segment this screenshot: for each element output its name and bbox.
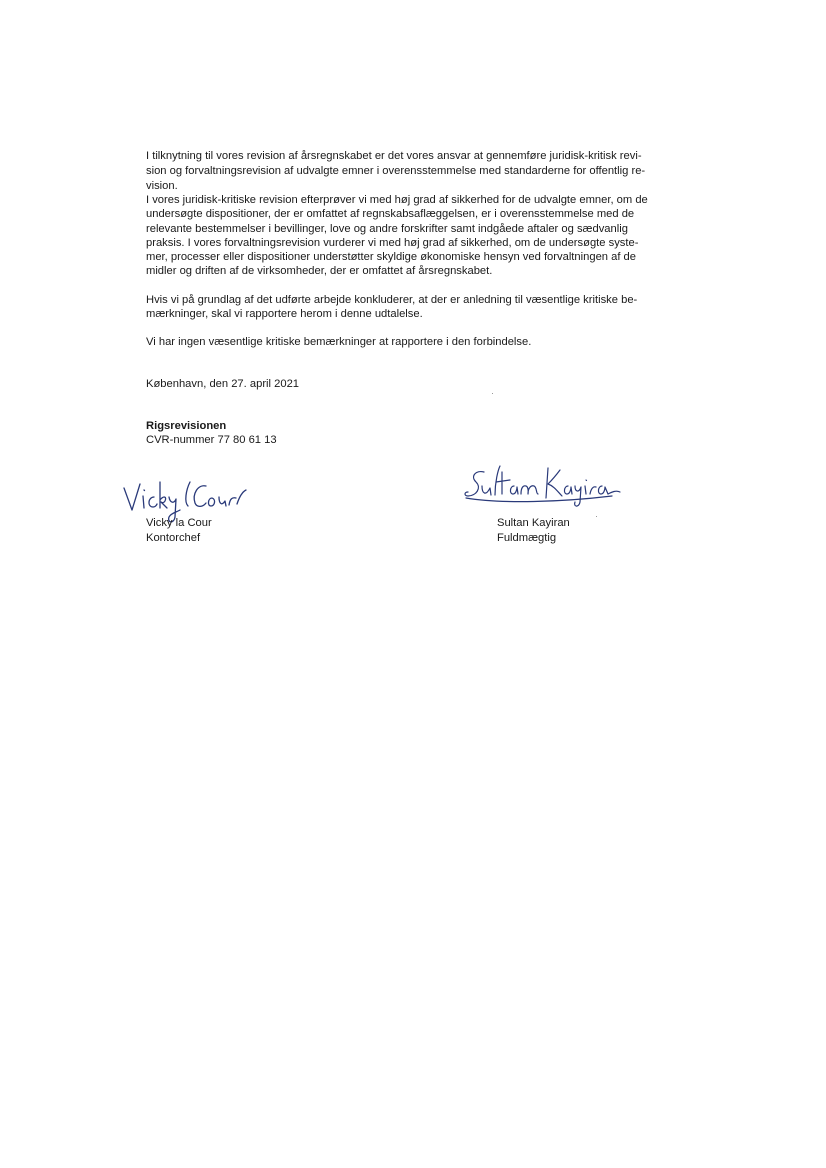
signatory-name: Sultan Kayiran — [497, 517, 570, 529]
scan-speck — [596, 516, 597, 517]
paragraph-line: I tilknytning til vores revision af årsregnskabet er det vores ansvar at gennemføre juridisk-kritisk revi- — [146, 150, 642, 162]
handwritten-signature-right — [462, 458, 622, 513]
paragraph-line: relevante bestemmelser i bevillinger, love og andre forskrifter samt indgåede aftaler og sædvanlig — [146, 223, 628, 235]
signatory-title: Fuldmægtig — [497, 532, 557, 544]
signatory-name: Vicky la Cour — [146, 517, 212, 529]
paragraph-line: Hvis vi på grundlag af det udførte arbejde konkluderer, at der er anledning til væsentlige kritiske be- — [146, 294, 638, 306]
paragraph-line: mer, processer eller dispositioner understøtter skyldige økonomiske hensyn ved forvaltningen af de — [146, 251, 637, 263]
paragraph-line: undersøgte dispositioner, der er omfattet af regnskabsaflæggelsen, er i overensstemmelse med de — [146, 208, 635, 220]
organization-name: Rigsrevisionen — [146, 420, 227, 432]
paragraph-line: mærkninger, skal vi rapportere herom i denne udtalelse. — [146, 308, 423, 320]
paragraph-line: I vores juridisk-kritiske revision efterprøver vi med høj grad af sikkerhed for de udvalgte emner, om de — [146, 194, 648, 206]
scan-speck — [492, 393, 493, 394]
paragraph-line: sion og forvaltningsrevision af udvalgte emner i overensstemmelse med standarderne for offentlig re- — [146, 165, 646, 177]
paragraph-line: Vi har ingen væsentlige kritiske bemærkninger at rapportere i den forbindelse. — [146, 336, 532, 348]
place-date: København, den 27. april 2021 — [146, 378, 300, 390]
organization-cvr: CVR-nummer 77 80 61 13 — [146, 434, 277, 446]
paragraph-line: midler og driften af de virksomheder, der er omfattet af årsregnskabet. — [146, 265, 493, 277]
signatory-title: Kontorchef — [146, 532, 201, 544]
paragraph-line: praksis. I vores forvaltningsrevision vurderer vi med høj grad af sikkerhed, om de undersøgte syste- — [146, 237, 639, 249]
paragraph-line: vision. — [146, 180, 178, 192]
